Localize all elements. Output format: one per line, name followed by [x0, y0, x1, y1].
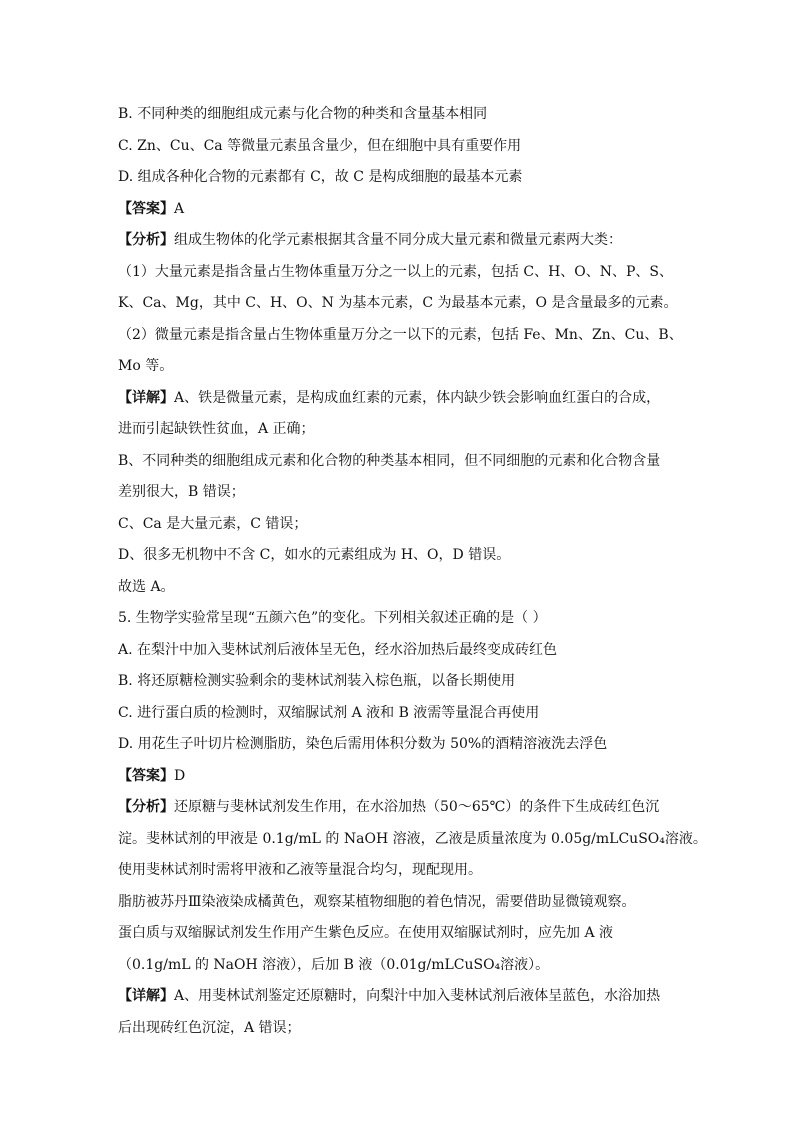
- text-line: 淀。斐林试剂的甲液是 0.1g/mL 的 NaOH 溶液，乙液是质量浓度为 0.05g/mLCuSO₄溶液。: [118, 831, 707, 847]
- text-line: 使用斐林试剂时需将甲液和乙液等量混合均匀，现配现用。: [118, 862, 482, 878]
- question-stem: 5. 生物学实验常呈现“五颜六色”的变化。下列相关叙述正确的是（ ）: [118, 610, 547, 626]
- text-line: K、Ca、Mg，其中 C、H、O、N 为基本元素，C 为最基本元素，O 是含量最多的元素。: [118, 295, 678, 311]
- text-line: 后出现砖红色沉淀，A 错误；: [118, 1020, 301, 1036]
- detail-line: 【详解】A、铁是微量元素，是构成血红素的元素，体内缺少铁会影响血红蛋白的合成，: [118, 390, 661, 406]
- option-c: C. 进行蛋白质的检测时，双缩脲试剂 A 液和 B 液需等量混合再使用: [118, 705, 540, 721]
- analysis-line: 【分析】组成生物体的化学元素根据其含量不同分成大量元素和微量元素两大类：: [118, 232, 622, 248]
- text-line: C. Zn、Cu、Ca 等微量元素虽含量少，但在细胞中具有重要作用: [118, 138, 522, 154]
- answer-line: 【答案】A: [118, 201, 185, 217]
- text-line: 蛋白质与双缩脲试剂发生作用产生紫色反应。在使用双缩脲试剂时，应先加 A 液: [118, 925, 614, 941]
- text-line: Mo 等。: [118, 358, 174, 374]
- text-line: 脂肪被苏丹Ⅲ染液染成橘黄色，观察某植物细胞的着色情况，需要借助显微镜观察。: [118, 894, 636, 910]
- text-line: C、Ca 是大量元素，C 错误；: [118, 516, 308, 532]
- option-d: D. 用花生子叶切片检测脂肪，染色后需用体积分数为 50%的酒精溶液洗去浮色: [118, 736, 608, 752]
- text-line: （2）微量元素是指含量占生物体重量万分之一以下的元素，包括 Fe、Mn、Zn、Cu、B、: [118, 327, 683, 343]
- text-line: D. 组成各种化合物的元素都有 C，故 C 是构成细胞的最基本元素: [118, 169, 523, 185]
- text-line: B、不同种类的细胞组成元素和化合物的种类基本相同，但不同细胞的元素和化合物含量: [118, 453, 661, 469]
- text-line: 故选 A。: [118, 579, 175, 595]
- detail-line: 【详解】A、用斐林试剂鉴定还原糖时，向梨汁中加入斐林试剂后液体呈蓝色，水浴加热: [118, 988, 661, 1004]
- text-line: D、很多无机物中不含 C，如水的元素组成为 H、O，D 错误。: [118, 547, 511, 563]
- text-line: （1）大量元素是指含量占生物体重量万分之一以上的元素，包括 C、H、O、N、P、S、: [118, 264, 674, 280]
- option-a: A. 在梨汁中加入斐林试剂后液体呈无色，经水浴加热后最终变成砖红色: [118, 642, 558, 658]
- analysis-line: 【分析】还原糖与斐林试剂发生作用，在水浴加热（50～65℃）的条件下生成砖红色沉: [118, 799, 660, 815]
- text-line: 差别很大，B 错误；: [118, 484, 245, 500]
- answer-line: 【答案】D: [118, 768, 186, 784]
- option-b: B. 将还原糖检测实验剩余的斐林试剂装入棕色瓶，以备长期使用: [118, 673, 516, 689]
- text-line: （0.1g/mL 的 NaOH 溶液），后加 B 液（0.01g/mLCuSO₄溶液）。: [118, 957, 550, 973]
- text-line: 进而引起缺铁性贫血，A 正确；: [118, 421, 315, 437]
- text-line: B. 不同种类的细胞组成元素与化合物的种类和含量基本相同: [118, 106, 488, 122]
